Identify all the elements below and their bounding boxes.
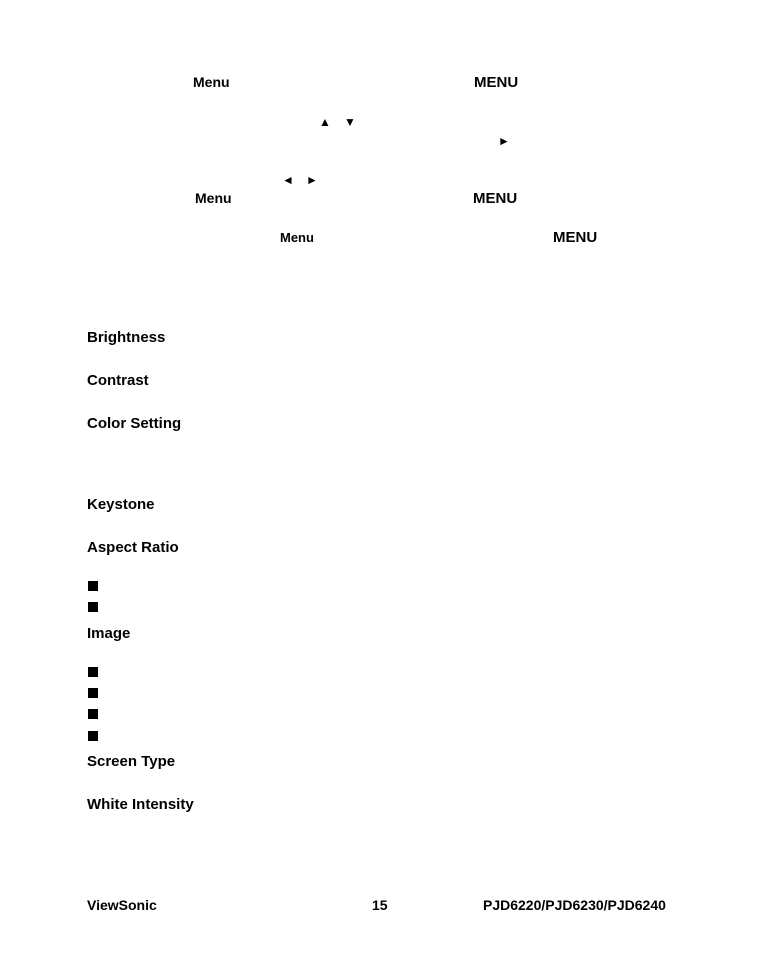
bullet-square-icon [88, 709, 98, 719]
bullet-square-icon [88, 602, 98, 612]
footer-brand: ViewSonic [87, 897, 157, 913]
left-arrow-icon: ◄ [282, 173, 294, 187]
down-arrow-icon: ▼ [344, 115, 356, 129]
menu-label-2: Menu [195, 190, 232, 206]
setting-white-intensity: White Intensity [87, 796, 194, 813]
footer-page-number: 15 [372, 897, 388, 913]
right-arrow-icon-2: ► [306, 173, 318, 187]
menu-label-3: Menu [280, 230, 314, 245]
setting-image: Image [87, 625, 131, 642]
menu-key-label-1: MENU [474, 74, 519, 91]
bullet-square-icon [88, 667, 98, 677]
menu-key-label-3: MENU [553, 229, 598, 246]
menu-key-label-2: MENU [473, 190, 518, 207]
bullet-square-icon [88, 581, 98, 591]
footer-model: PJD6220/PJD6230/PJD6240 [483, 897, 666, 913]
setting-keystone: Keystone [87, 496, 155, 513]
setting-color-setting: Color Setting [87, 415, 182, 432]
right-arrow-icon: ► [498, 134, 510, 148]
setting-contrast: Contrast [87, 372, 149, 389]
up-arrow-icon: ▲ [319, 115, 331, 129]
setting-screen-type: Screen Type [87, 753, 176, 770]
setting-brightness: Brightness [87, 329, 166, 346]
bullet-square-icon [88, 731, 98, 741]
bullet-square-icon [88, 688, 98, 698]
menu-label-1: Menu [193, 74, 230, 90]
setting-aspect-ratio: Aspect Ratio [87, 539, 179, 556]
